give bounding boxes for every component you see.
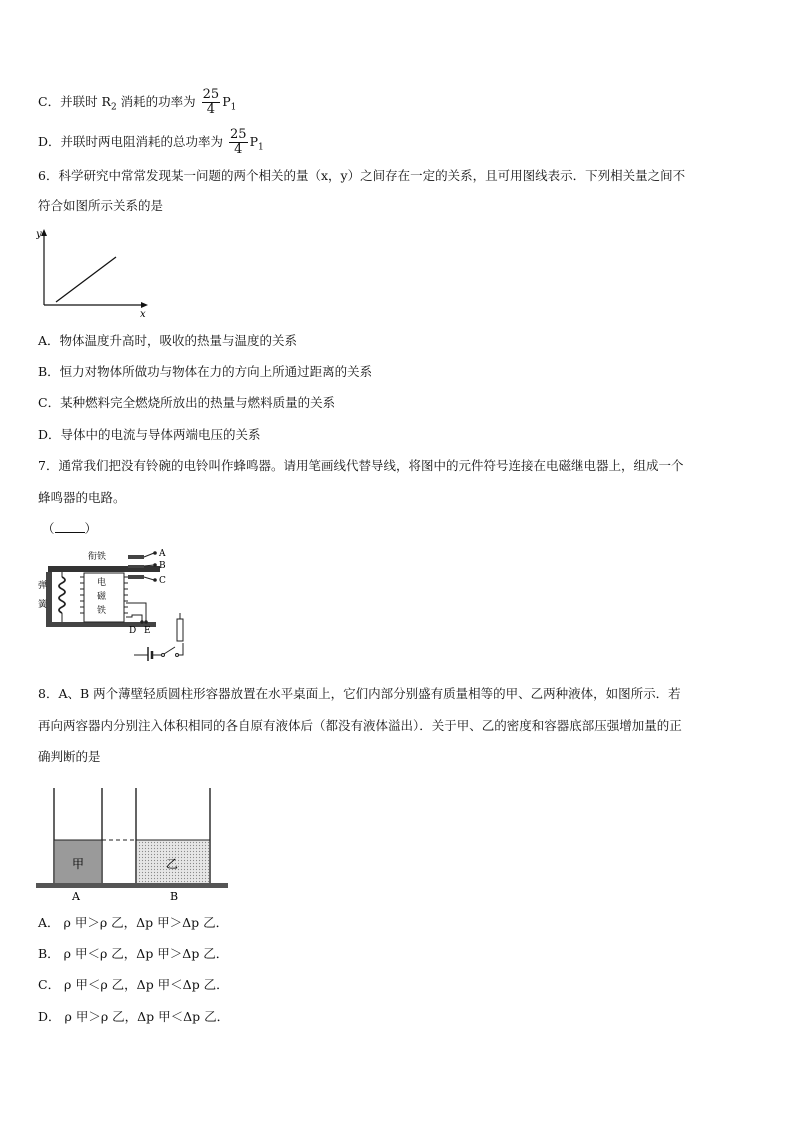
- label-spring-2: 簧: [38, 600, 48, 610]
- q6-option-d: D．导体中的电流与导体两端电压的关系: [38, 427, 261, 442]
- q6-graph: [36, 225, 156, 320]
- resistor: [177, 619, 183, 641]
- terminal-e: [144, 620, 148, 624]
- contact-a: [128, 555, 144, 559]
- contact-c: [128, 575, 144, 579]
- q8-stem-line3: 确判断的是: [38, 749, 101, 764]
- p1-sub: 1: [230, 102, 237, 113]
- q8-stem-line2: 再向两容器内分别注入体积相同的各自原有液体后（都没有液体溢出）．关于甲、乙的密度和容器底部压强增加量的正: [38, 718, 682, 733]
- label-b: B: [159, 561, 166, 571]
- fraction-numerator: 25: [202, 87, 220, 102]
- label-coil-2: 磁: [97, 592, 107, 602]
- fraction: [229, 128, 248, 157]
- p1-symbol: P: [222, 94, 231, 109]
- terminal-d: [140, 620, 144, 624]
- x-axis-label: x: [140, 309, 146, 320]
- fraction-denominator: 4: [206, 102, 216, 117]
- wire-a: [144, 553, 154, 557]
- coil-lead-d: [126, 615, 142, 621]
- y-axis-label: y: [36, 229, 42, 240]
- terminal-a: [153, 551, 157, 555]
- q6-option-a: A．物体温度升高时，吸收的热量与温度的关系: [38, 333, 298, 348]
- fraction: [202, 88, 221, 117]
- switch-blade: [164, 647, 175, 654]
- label-c: C: [159, 576, 166, 586]
- x-axis-arrow: [141, 302, 148, 308]
- q5-option-d: [38, 128, 264, 157]
- label-e: E: [144, 626, 151, 636]
- frame-base: [46, 622, 156, 627]
- coil-lead-e: [126, 603, 146, 621]
- label-spring-1: 弹: [38, 581, 48, 591]
- y-axis-arrow: [41, 229, 47, 236]
- frame-left: [46, 572, 52, 622]
- answer-blank-line: [55, 522, 85, 533]
- q8-option-d: D． ρ 甲＞ρ 乙，Δp 甲＜Δp 乙．: [38, 1009, 230, 1024]
- answer-open-paren: （: [42, 521, 55, 536]
- label-a: A: [159, 549, 166, 559]
- container-a-label: A: [72, 890, 80, 903]
- p1-sub: 1: [257, 142, 264, 153]
- q6-option-b: B．恒力对物体所做功与物体在力的方向上所通过距离的关系: [38, 364, 373, 379]
- switch-wire: [178, 643, 183, 655]
- label-coil-1: 电: [97, 578, 107, 588]
- p1-symbol: P: [249, 134, 258, 149]
- spring: [59, 577, 65, 613]
- terminal-c: [153, 578, 157, 582]
- q7-stem-line1: 7．通常我们把没有铃碗的电铃叫作蜂鸣器。请用笔画线代替导线，将图中的元件符号连接在电磁继电器上，组成一个: [38, 458, 684, 473]
- wire-b: [144, 565, 154, 566]
- q5-option-c-mid: 消耗的功率为: [116, 94, 196, 109]
- label-coil-3: 铁: [97, 606, 107, 616]
- wire-c: [144, 577, 154, 580]
- label-d: D: [129, 626, 137, 636]
- q7-stem-line2: 蜂鸣器的电路。: [38, 490, 126, 505]
- table-surface: [36, 883, 228, 888]
- relay-diagram: [38, 543, 198, 665]
- q6-stem-line2: 符合如图所示关系的是: [38, 198, 164, 213]
- q5-option-c: [38, 88, 236, 117]
- answer-close-paren: ）: [84, 521, 98, 536]
- label-armature: 衔铁: [88, 552, 107, 562]
- q5-option-c-sub: 2: [110, 102, 117, 113]
- q5-option-d-prefix: D．并联时两电阻消耗的总功率为: [38, 134, 224, 149]
- q8-option-c: C． ρ 甲＜ρ 乙，Δp 甲＜Δp 乙．: [38, 977, 229, 992]
- contact-b: [128, 565, 144, 568]
- q8-option-b: B． ρ 甲＜ρ 乙，Δp 甲＞Δp 乙．: [38, 946, 229, 961]
- liquid-yi-label: 乙: [166, 857, 179, 871]
- q8-option-a: A． ρ 甲＞ρ 乙，Δp 甲＞Δp 乙．: [38, 915, 229, 930]
- fraction-denominator: 4: [234, 142, 243, 157]
- fraction-numerator: 25: [230, 127, 247, 142]
- container-b-label: B: [170, 890, 179, 903]
- liquid-jia-label: 甲: [72, 857, 85, 871]
- q6-stem-line1: 6．科学研究中常常发现某一问题的两个相关的量（x，y）之间存在一定的关系，且可用图线表示．下列相关量之间不: [38, 168, 686, 183]
- q5-option-c-prefix: C．并联时 R: [38, 94, 111, 109]
- q8-stem-line1: 8．A、B 两个薄壁轻质圆柱形容器放置在水平桌面上，它们内部分别盛有质量相等的甲、乙两种液体，如图所示．若: [38, 686, 681, 701]
- containers-diagram: [36, 784, 232, 904]
- q6-option-c: C．某种燃料完全燃烧所放出的热量与燃料质量的关系: [38, 395, 336, 410]
- q7-answer-blank: [42, 521, 97, 537]
- terminal-b: [153, 563, 157, 567]
- graph-line: [56, 257, 116, 302]
